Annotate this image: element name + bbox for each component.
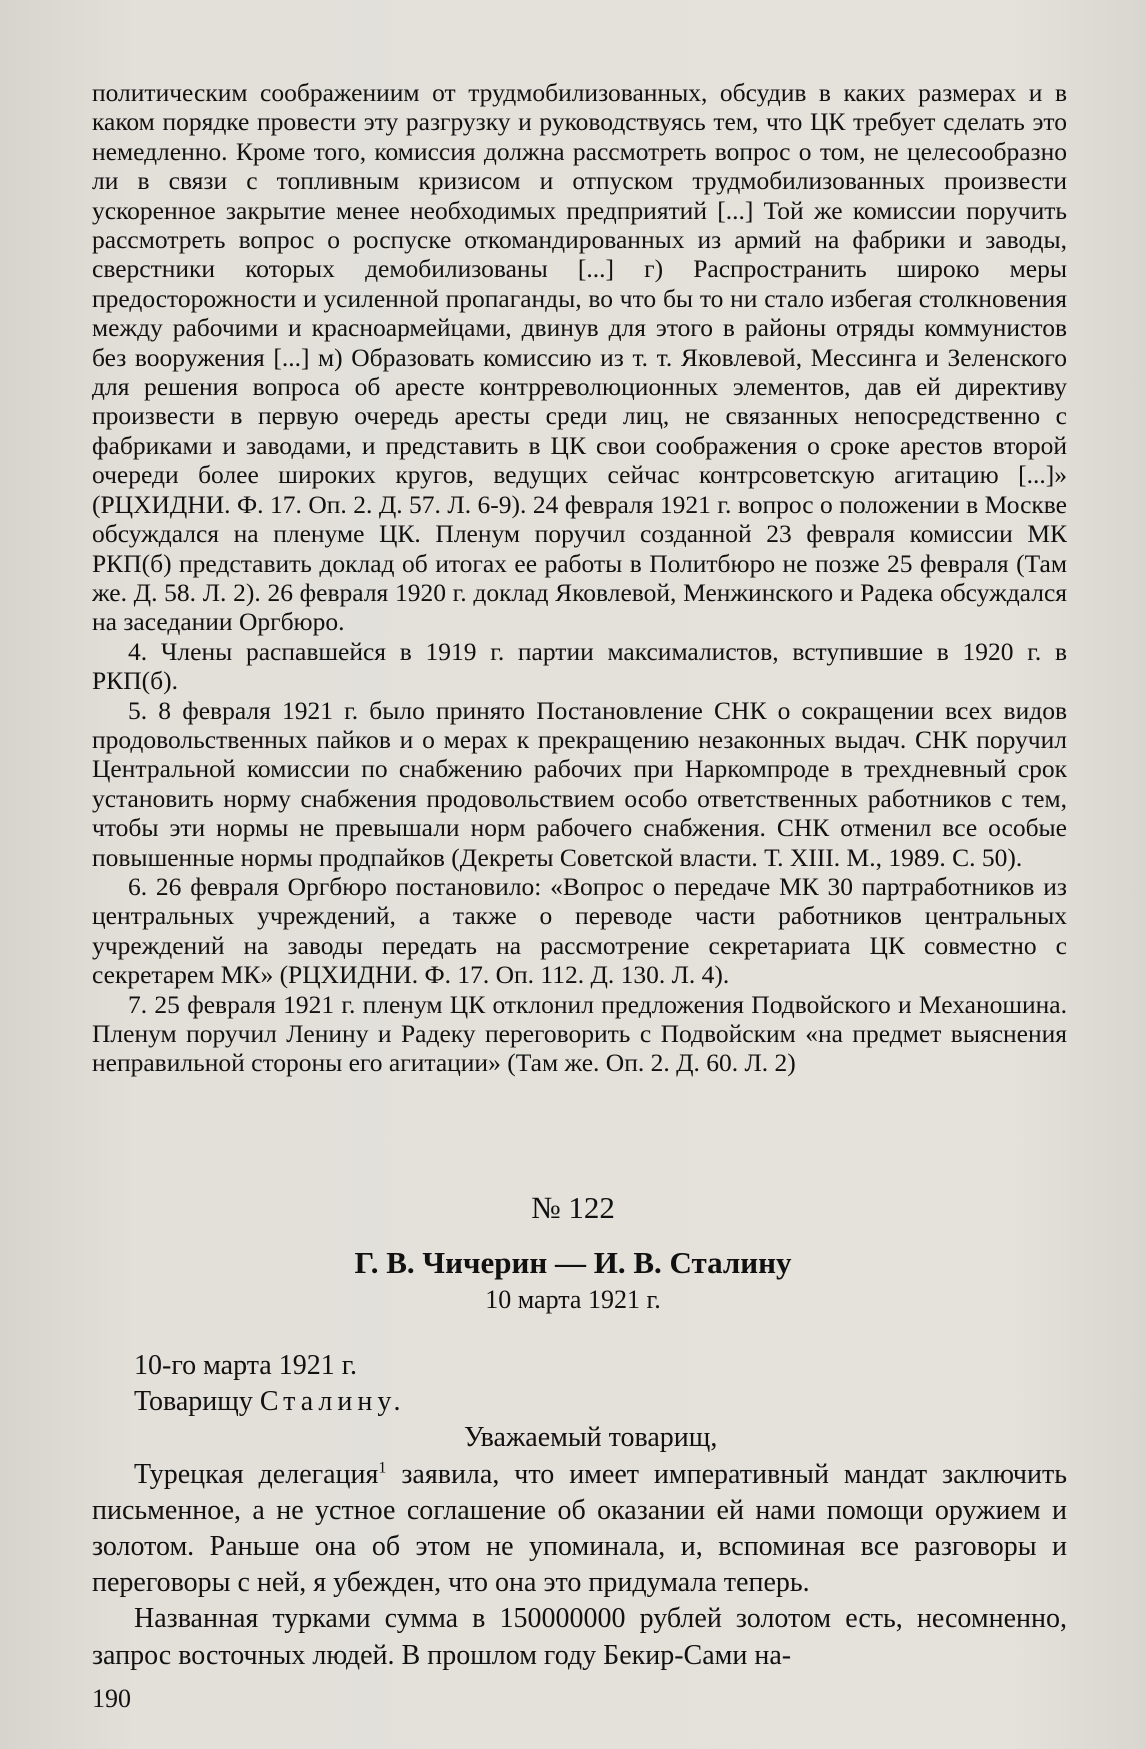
- letter-date-line: 10-го марта 1921 г.: [134, 1350, 358, 1381]
- endnote-7: 7. 25 февраля 1921 г. пленум ЦК отклонил предложения Подвойского и Механошина. Пленум поручил Ленину и Радеку переговорить с Подвойским «на предмет выяснения неправильной стороны его агитации» (Там же. Оп. 2. Д. 60. Л. 2): [92, 989, 1067, 1078]
- paragraph-1-start: Турецкая делегация: [134, 1458, 379, 1490]
- letter-paragraph-2: Названная турками сумма в 150000000 рублей золотом есть, несомненно, запрос восточных людей. В прошлом году Бекир-Сами на-: [92, 1603, 1067, 1671]
- address-prefix: Товарищу: [134, 1386, 260, 1418]
- endnote-4: 4. Члены распавшейся в 1919 г. партии максималистов, вступившие в 1920 г. в РКП(б).: [92, 636, 1067, 696]
- endnote-3-continuation: политическим соображениим от трудмобилизованных, обсудив в каких размерах и в каком порядке провести эту разгрузку и руководствуясь тем, что ЦК требует сделать это немедленно. Кроме того, комиссия должна рассмотреть вопрос о том, не целесообразно ли в связи с топливным кризисом и отпуском трудмобилизованных произвести ускоренное закрытие менее необходимых предприятий [...] Той же комиссии поручить рассмотреть вопрос о роспуске откомандированных из армий на фабрики и заводы, сверстники которых демобилизованы [...] г) Распространить широко меры предосторожности и усиленной пропаганды, во что бы то ни стало избегая столкновения между рабочими и красноармейцами, двинув для этого в районы отряды коммунистов без вооружения [...] м) Образовать комиссию из т. т. Яковлевой, Мессинга и Зеленского для решения вопроса об аресте контрреволюционных элементов, дав ей директиву произвести в первую очередь аресты среди лиц, не связанных непосредственно с фабриками и заводами, и представить в ЦК свои соображения о сроке арестов второй очереди более широких кругов, ведущих сейчас контрсоветскую агитацию [...]» (РЦХИДНИ. Ф. 17. Оп. 2. Д. 57. Л. 6-9). 24 февраля 1921 г. вопрос о положении в Москве обсуждался на пленуме ЦК. Пленум поручил созданной 23 февраля комиссии МК РКП(б) представить доклад об итогах ее работы в Политбюро не позже 25 февраля (Там же. Д. 58. Л. 2). 26 февраля 1920 г. доклад Яковлевой, Менжинского и Радека обсуждался на заседании Оргбюро.: [92, 78, 1067, 637]
- document-number: № 122: [531, 1190, 615, 1225]
- address-name: Сталину.: [259, 1386, 406, 1418]
- document-title: Г. В. Чичерин — И. В. Сталину: [354, 1245, 792, 1280]
- paragraph-1-rest: заявила, что имеет императивный мандат заключить письменное, а не устное соглашение об оказании ей нами помощи оружием и золотом. Раньше она об этом не упоминала, и, вспоминая все разговоры и переговоры с ней, я убежден, что она это придумала теперь.: [92, 1458, 1067, 1599]
- letter-paragraph-1: [92, 1457, 1067, 1602]
- endnote-6: 6. 26 февраля Оргбюро постановило: «Вопрос о передаче МК 30 партработников из центральных учреждений, а также о переводе части работников центральных учреждений на заводы передать на рассмотрение секретариата ЦК совместно с секретарем МК» (РЦХИДНИ. Ф. 17. Оп. 112. Д. 130. Л. 4).: [92, 871, 1067, 990]
- endnotes-section: [92, 78, 1067, 1078]
- letter-body: [92, 1348, 1067, 1674]
- letter-address: [92, 1384, 1067, 1420]
- letter-greeting: Уважаемый товарищ,: [464, 1422, 718, 1454]
- endnote-5: 5. 8 февраля 1921 г. было принято Постановление СНК о сокращении всех видов продовольственных пайков и о мерах к прекращению незаконных выдач. СНК поручил Центральной комиссии по снабжению рабочих при Наркомпроде в трехдневный срок установить норму снабжения продовольствием особо ответственных работников с тем, чтобы эти нормы не превышали норм рабочего снабжения. СНК отменил все особые повышенные нормы продпайков (Декреты Советской власти. Т. XIII. М., 1989. С. 50).: [92, 695, 1067, 872]
- page-number: 190: [92, 1684, 131, 1713]
- document-date: 10 марта 1921 г.: [485, 1285, 661, 1314]
- footnote-marker: 1: [378, 1459, 387, 1477]
